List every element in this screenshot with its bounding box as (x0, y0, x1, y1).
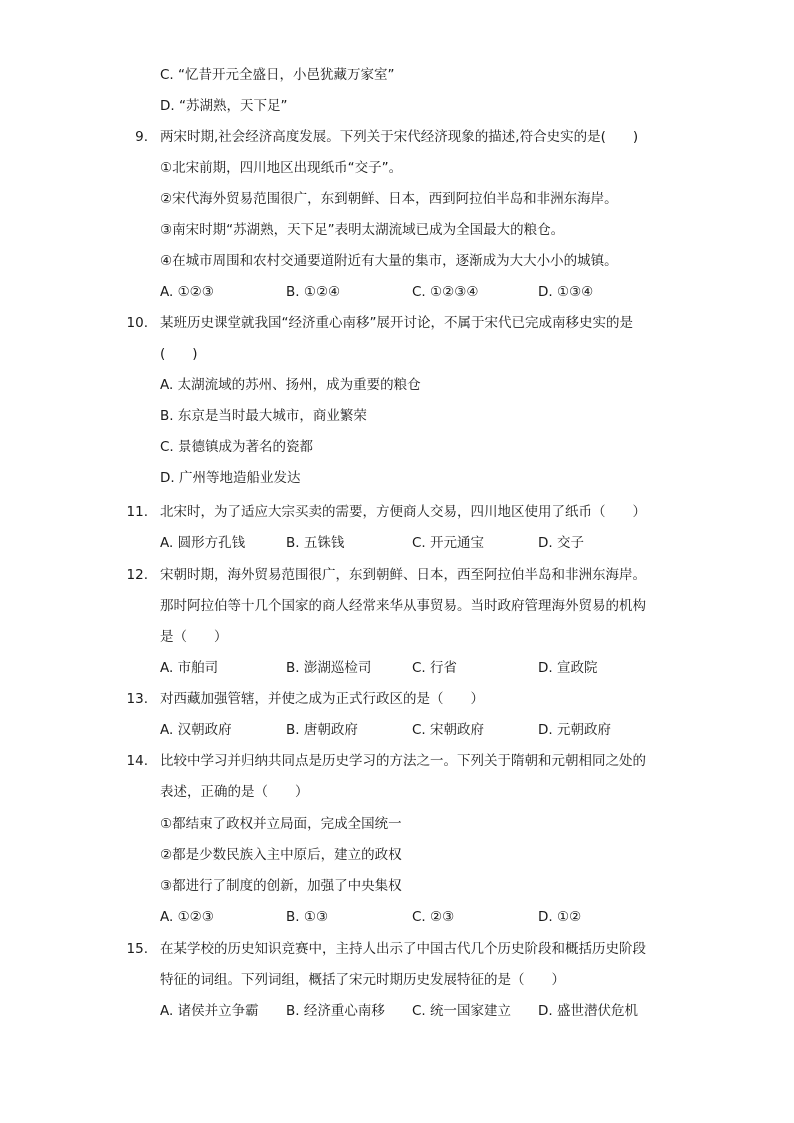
line-text: 那时阿拉伯等十几个国家的商人经常来华从事贸易。当时政府管理海外贸易的机构 (160, 598, 646, 614)
option-a: A. ①②③ (160, 284, 214, 300)
option-c: C. ①②③④ (412, 284, 479, 300)
line-text: ②都是少数民族入主中原后，建立的政权 (160, 847, 402, 863)
option-d: D. 元朝政府 (538, 722, 611, 738)
option-b: B. 唐朝政府 (286, 722, 358, 738)
answer-options (160, 277, 680, 308)
question-number: 14. (126, 753, 148, 769)
line-text: ③南宋时期“苏湖熟，天下足”表明太湖流域已成为全国最大的粮仓。 (160, 222, 565, 238)
question-text: 两宋时期,社会经济高度发展。下列关于宋代经济现象的描述,符合史实的是( ) (160, 129, 639, 145)
line-text: ④在城市周围和农村交通要道附近有大量的集市，逐渐成为大大小小的城镇。 (160, 253, 618, 269)
line-text: 特征的词组。下列词组，概括了宋元时期历史发展特征的是（ ） (160, 972, 565, 988)
option-c: C. 统一国家建立 (412, 1003, 512, 1019)
option-d: D. 宣政院 (538, 660, 598, 676)
option-d: D. 交子 (538, 535, 584, 551)
question-text: 在某学校的历史知识竞赛中，主持人出示了中国古代几个历史阶段和概括历史阶段 (160, 941, 646, 957)
question-number: 11. (126, 504, 148, 520)
line-text: ①北宋前期，四川地区出现纸币“交子”。 (160, 160, 403, 176)
option-b: B. ①③ (286, 909, 329, 925)
question-text: 对西藏加强管辖，并使之成为正式行政区的是（ ） (160, 691, 484, 707)
answer-options (160, 902, 680, 933)
line-text: D. 广州等地造船业发达 (160, 470, 301, 486)
option-a: A. 市舶司 (160, 660, 219, 676)
line-text: 表述，正确的是（ ） (160, 784, 309, 800)
option-d: D. ①③④ (538, 284, 594, 300)
question-number: 12. (126, 567, 148, 583)
line-text: B. 东京是当时最大城市，商业繁荣 (160, 408, 367, 424)
line-text: C. “忆昔开元全盛日，小邑犹藏万家室” (160, 67, 395, 83)
answer-options (160, 653, 680, 684)
option-b: B. 澎湖巡检司 (286, 660, 372, 676)
option-a: A. 诸侯并立争霸 (160, 1003, 259, 1019)
option-a: A. 汉朝政府 (160, 722, 232, 738)
option-a: A. 圆形方孔钱 (160, 535, 246, 551)
line-text: 是（ ） (160, 629, 228, 645)
question-number: 10. (126, 315, 148, 331)
question-text: 宋朝时期，海外贸易范围很广，东到朝鲜、日本，西至阿拉伯半岛和非洲东海岸。 (160, 567, 646, 583)
line-text: A. 太湖流域的苏州、扬州，成为重要的粮仓 (160, 377, 421, 393)
option-b: B. ①②④ (286, 284, 341, 300)
line-text: ②宋代海外贸易范围很广，东到朝鲜、日本，西到阿拉伯半岛和非洲东海岸。 (160, 191, 618, 207)
option-c: C. ②③ (412, 909, 455, 925)
line-text: ③都进行了制度的创新，加强了中央集权 (160, 878, 402, 894)
option-c: C. 宋朝政府 (412, 722, 485, 738)
question-number: 15. (126, 941, 148, 957)
question-text: 北宋时，为了适应大宗买卖的需要，方便商人交易，四川地区使用了纸币（ ） (160, 504, 646, 520)
line-text: ( ) (160, 346, 198, 362)
line-text: ①都结束了政权并立局面，完成全国统一 (160, 816, 402, 832)
option-d: D. ①② (538, 909, 582, 925)
question-text: 比较中学习并归纳共同点是历史学习的方法之一。下列关于隋朝和元朝相同之处的 (160, 753, 646, 769)
answer-options (160, 996, 680, 1027)
option-a: A. ①②③ (160, 909, 214, 925)
option-b: B. 五铢钱 (286, 535, 345, 551)
question-number: 9. (135, 129, 148, 145)
option-c: C. 开元通宝 (412, 535, 485, 551)
line-text: C. 景德镇成为著名的瓷都 (160, 439, 314, 455)
question-number: 13. (126, 691, 148, 707)
option-c: C. 行省 (412, 660, 458, 676)
option-d: D. 盛世潜伏危机 (538, 1003, 638, 1019)
question-text: 某班历史课堂就我国“经济重心南移”展开讨论，不属于宋代已完成南移史实的是 (160, 315, 633, 331)
option-b: B. 经济重心南移 (286, 1003, 385, 1019)
answer-options (160, 528, 680, 559)
line-text: D. “苏湖熟，天下足” (160, 98, 288, 114)
answer-options (160, 715, 680, 746)
